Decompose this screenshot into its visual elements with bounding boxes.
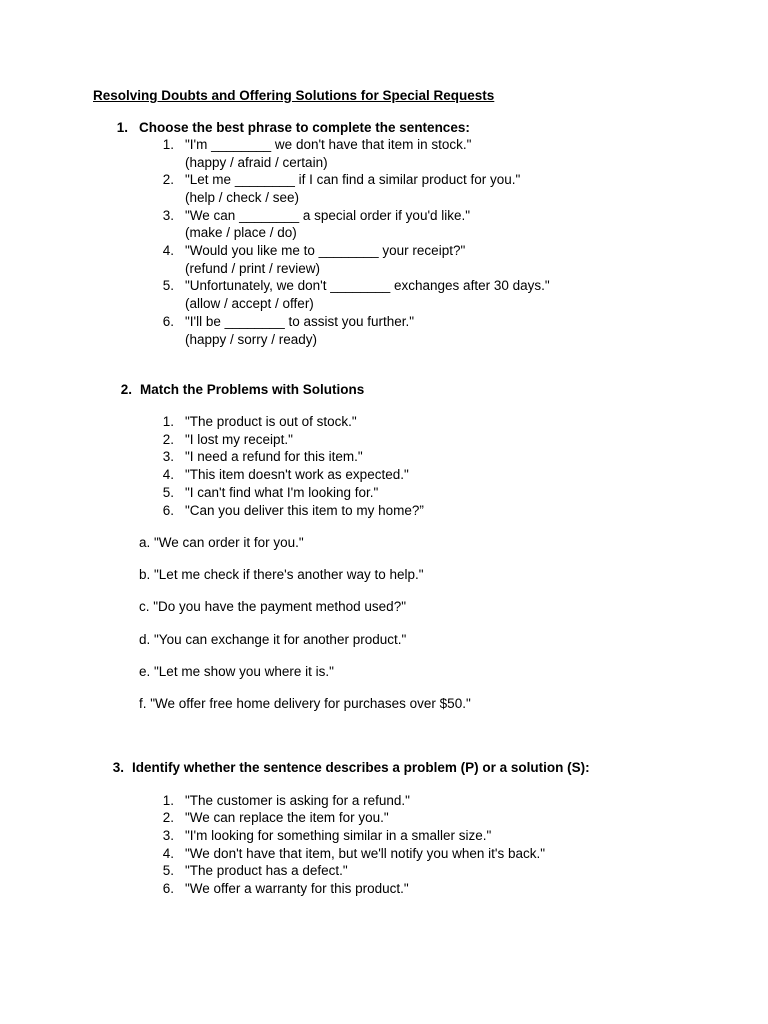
problem-number: 5.	[162, 485, 174, 500]
problem-number: 3.	[162, 449, 174, 464]
problem-text: "I need a refund for this item."	[185, 449, 363, 464]
statement-number: 5.	[162, 863, 174, 878]
statement-text: "The product has a defect."	[185, 863, 348, 878]
question-number: 6.	[162, 314, 174, 329]
question-number: 3.	[162, 208, 174, 223]
problem-number: 2.	[162, 432, 174, 447]
solution-item: b. "Let me check if there's another way to help."	[139, 567, 424, 582]
question-options: (help / check / see)	[185, 190, 300, 205]
statement-text: "The customer is asking for a refund."	[185, 793, 410, 808]
statement-number: 2.	[162, 810, 174, 825]
question-options: (refund / print / review)	[185, 261, 321, 276]
statement-number: 6.	[162, 881, 174, 896]
question-number: 4.	[162, 243, 174, 258]
problem-text: "The product is out of stock."	[185, 414, 357, 429]
section-3-number: 3.	[112, 760, 124, 775]
question-options: (happy / afraid / certain)	[185, 155, 328, 170]
section-2-heading: Match the Problems with Solutions	[140, 382, 365, 397]
statement-text: "We offer a warranty for this product."	[185, 881, 409, 896]
question-sentence: "I'll be ________ to assist you further."	[185, 314, 415, 329]
question-number: 1.	[162, 137, 174, 152]
problem-number: 1.	[162, 414, 174, 429]
question-sentence: "We can ________ a special order if you'd like."	[185, 208, 471, 223]
solution-item: f. "We offer free home delivery for purchases over $50."	[139, 696, 471, 711]
problem-text: "I lost my receipt."	[185, 432, 293, 447]
statement-text: "I'm looking for something similar in a smaller size."	[185, 828, 492, 843]
question-sentence: "Let me ________ if I can find a similar product for you."	[185, 172, 521, 187]
statement-number: 4.	[162, 846, 174, 861]
solution-item: e. "Let me show you where it is."	[139, 664, 334, 679]
statement-text: "We can replace the item for you."	[185, 810, 389, 825]
question-sentence: "Would you like me to ________ your receipt?"	[185, 243, 466, 258]
question-options: (make / place / do)	[185, 225, 297, 240]
section-2-number: 2.	[120, 382, 132, 397]
question-sentence: "I'm ________ we don't have that item in stock."	[185, 137, 472, 152]
solution-item: a. "We can order it for you."	[139, 535, 304, 550]
problem-text: "Can you deliver this item to my home?”	[185, 503, 424, 518]
question-sentence: "Unfortunately, we don't ________ exchanges after 30 days."	[185, 278, 550, 293]
statement-text: "We don't have that item, but we'll notify you when it's back."	[185, 846, 545, 861]
problem-text: "I can't find what I'm looking for."	[185, 485, 379, 500]
problem-number: 6.	[162, 503, 174, 518]
question-number: 2.	[162, 172, 174, 187]
document-title: Resolving Doubts and Offering Solutions for Special Requests	[93, 88, 495, 103]
solution-item: d. "You can exchange it for another product."	[139, 632, 407, 647]
question-options: (allow / accept / offer)	[185, 296, 314, 311]
question-number: 5.	[162, 278, 174, 293]
statement-number: 1.	[162, 793, 174, 808]
problem-text: "This item doesn't work as expected."	[185, 467, 409, 482]
question-options: (happy / sorry / ready)	[185, 332, 318, 347]
problem-number: 4.	[162, 467, 174, 482]
solution-item: c. "Do you have the payment method used?"	[139, 599, 406, 614]
section-3-heading: Identify whether the sentence describes a problem (P) or a solution (S):	[132, 760, 590, 775]
section-1-heading: Choose the best phrase to complete the sentences:	[139, 120, 470, 135]
section-1-number: 1.	[116, 120, 128, 135]
statement-number: 3.	[162, 828, 174, 843]
